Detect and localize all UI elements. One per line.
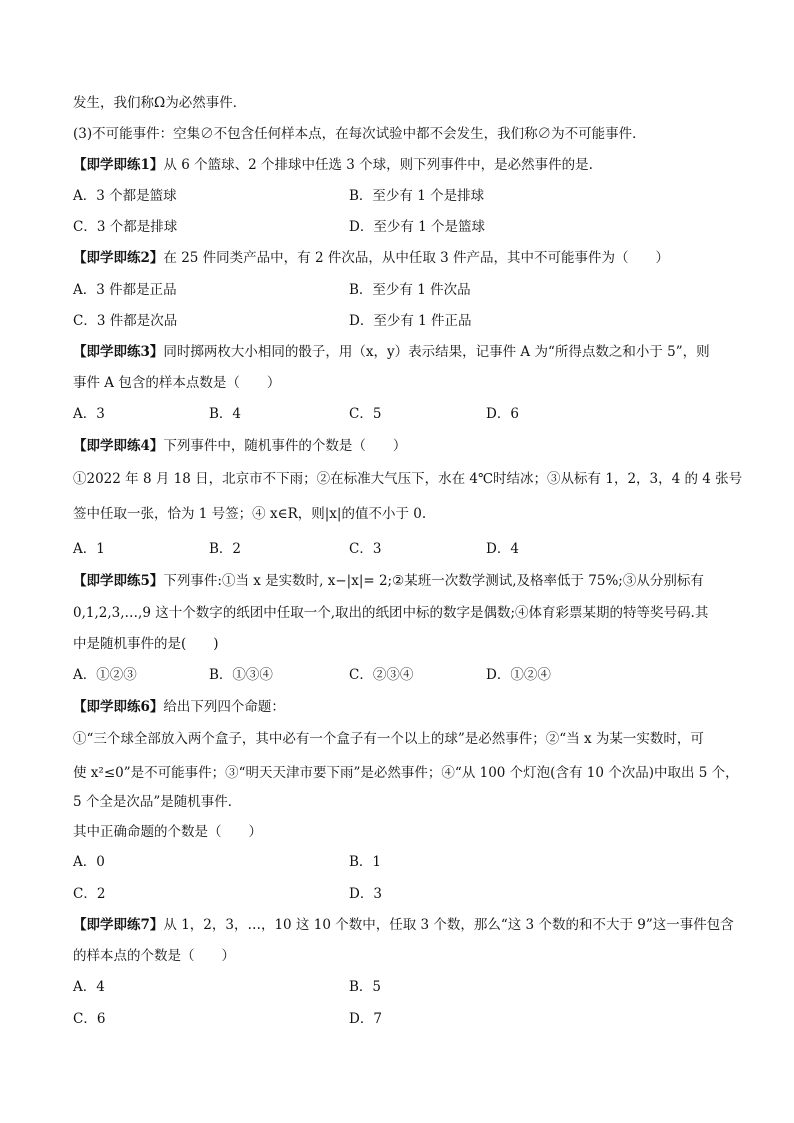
- option-b: B．2: [209, 541, 242, 557]
- option-b: B．5: [349, 979, 382, 995]
- option-b: B．至少有 1 个是排球: [349, 188, 485, 204]
- option-a: A．4: [73, 979, 105, 995]
- question-text-continued: 其中正确命题的个数是（ ）: [73, 824, 262, 840]
- option-a: A．3 个都是篮球: [73, 188, 177, 204]
- option-d: D．6: [486, 406, 519, 422]
- option-c: C．6: [73, 1011, 106, 1027]
- option-a: A．3 件都是正品: [73, 282, 177, 298]
- question-text: 给出下列四个命题：: [163, 699, 285, 715]
- option-d: D．①②④: [486, 667, 551, 683]
- question-7: [73, 915, 734, 935]
- question-1: [73, 155, 723, 175]
- option-c: C．5: [349, 406, 382, 422]
- question-tag: 【即学即练1】: [73, 157, 164, 173]
- question-text-continued: 中是随机事件的是( ): [73, 636, 219, 652]
- question-6: [73, 697, 723, 717]
- question-text: 在 25 件同类产品中，有 2 件次品，从中任取 3 件产品，其中不可能事件为（ ）: [163, 250, 670, 266]
- option-a: A．3: [73, 406, 105, 422]
- question-text: 从 6 个篮球、2 个排球中任选 3 个球，则下列事件中，是必然事件的是.: [163, 157, 593, 173]
- text-line: 发生，我们称Ω为必然事件．: [73, 95, 247, 111]
- question-text-continued: 事件 A 包含的样本点数是（ ）: [73, 375, 281, 391]
- option-c: C．2: [73, 886, 106, 902]
- option-d: D．4: [486, 541, 519, 557]
- option-d: D．至少有 1 个是篮球: [349, 219, 485, 235]
- question-text-continued: ①“三个球全部放入两个盒子，其中必有一个盒子有一个以上的球”是必然事件；②“当 x 为某一实数时，可: [73, 731, 704, 747]
- question-5: [73, 571, 723, 591]
- option-a: A．0: [73, 854, 105, 870]
- option-a: A．1: [73, 541, 105, 557]
- question-tag: 【即学即练3】: [73, 344, 164, 360]
- question-text-continued: 签中任取一张，恰为 1 号签；④ x∈R，则|x|的值不小于 0.: [73, 506, 427, 522]
- option-c: C．3 件都是次品: [73, 313, 178, 329]
- question-tag: 【即学即练2】: [73, 250, 164, 266]
- question-text-continued: 0,1,2,3,…,9 这十个数字的纸团中任取一个,取出的纸团中标的数字是偶数;④体育彩票某期的特等奖号码.其: [73, 605, 709, 621]
- question-text-continued: ①2022 年 8 月 18 日，北京市不下雨；②在标准大气压下，水在 4℃时结冰；③从标有 1，2，3，4 的 4 张号: [73, 471, 743, 487]
- question-text-continued: 5 个全是次品”是随机事件．: [73, 794, 242, 810]
- question-text: 同时掷两枚大小相同的骰子，用（x，y）表示结果，记事件 A 为“所得点数之和小于 5”，则: [163, 344, 710, 360]
- question-text: 下列事件中，随机事件的个数是（ ）: [163, 438, 407, 454]
- text-line: (3)不可能事件：空集∅不包含任何样本点，在每次试验中都不会发生，我们称∅为不可能事件．: [73, 126, 646, 142]
- option-b: B．至少有 1 件次品: [349, 282, 471, 298]
- question-4: [73, 436, 723, 456]
- option-b: B．1: [349, 854, 382, 870]
- question-text: 下列事件:①当 x 是实数时, x−|x|= 2;②某班一次数学测试,及格率低于 75%;③从分别标有: [163, 573, 704, 589]
- question-tag: 【即学即练4】: [73, 438, 164, 454]
- option-c: C．3: [349, 541, 382, 557]
- question-tag: 【即学即练7】: [73, 917, 164, 933]
- option-c: C．3 个都是排球: [73, 219, 178, 235]
- option-b: B．①③④: [209, 667, 273, 683]
- question-text-continued: 的样本点的个数是（ ）: [73, 948, 235, 964]
- option-a: A．①②③: [73, 667, 137, 683]
- question-text: 从 1，2，3，…，10 这 10 个数中，任取 3 个数，那么“这 3 个数的和不大于 9”这一事件包含: [163, 917, 734, 933]
- question-tag: 【即学即练5】: [73, 573, 164, 589]
- option-d: D．7: [349, 1011, 382, 1027]
- option-d: D．3: [349, 886, 382, 902]
- question-tag: 【即学即练6】: [73, 699, 164, 715]
- question-3: [73, 342, 723, 362]
- option-c: C．②③④: [349, 667, 414, 683]
- question-2: [73, 248, 723, 268]
- question-text-continued: 使 x²≤0”是不可能事件；③“明天天津市要下雨”是必然事件；④“从 100 个灯泡(含有 10 个次品)中取出 5 个，: [73, 765, 739, 781]
- option-b: B．4: [209, 406, 242, 422]
- option-d: D．至少有 1 件正品: [349, 313, 472, 329]
